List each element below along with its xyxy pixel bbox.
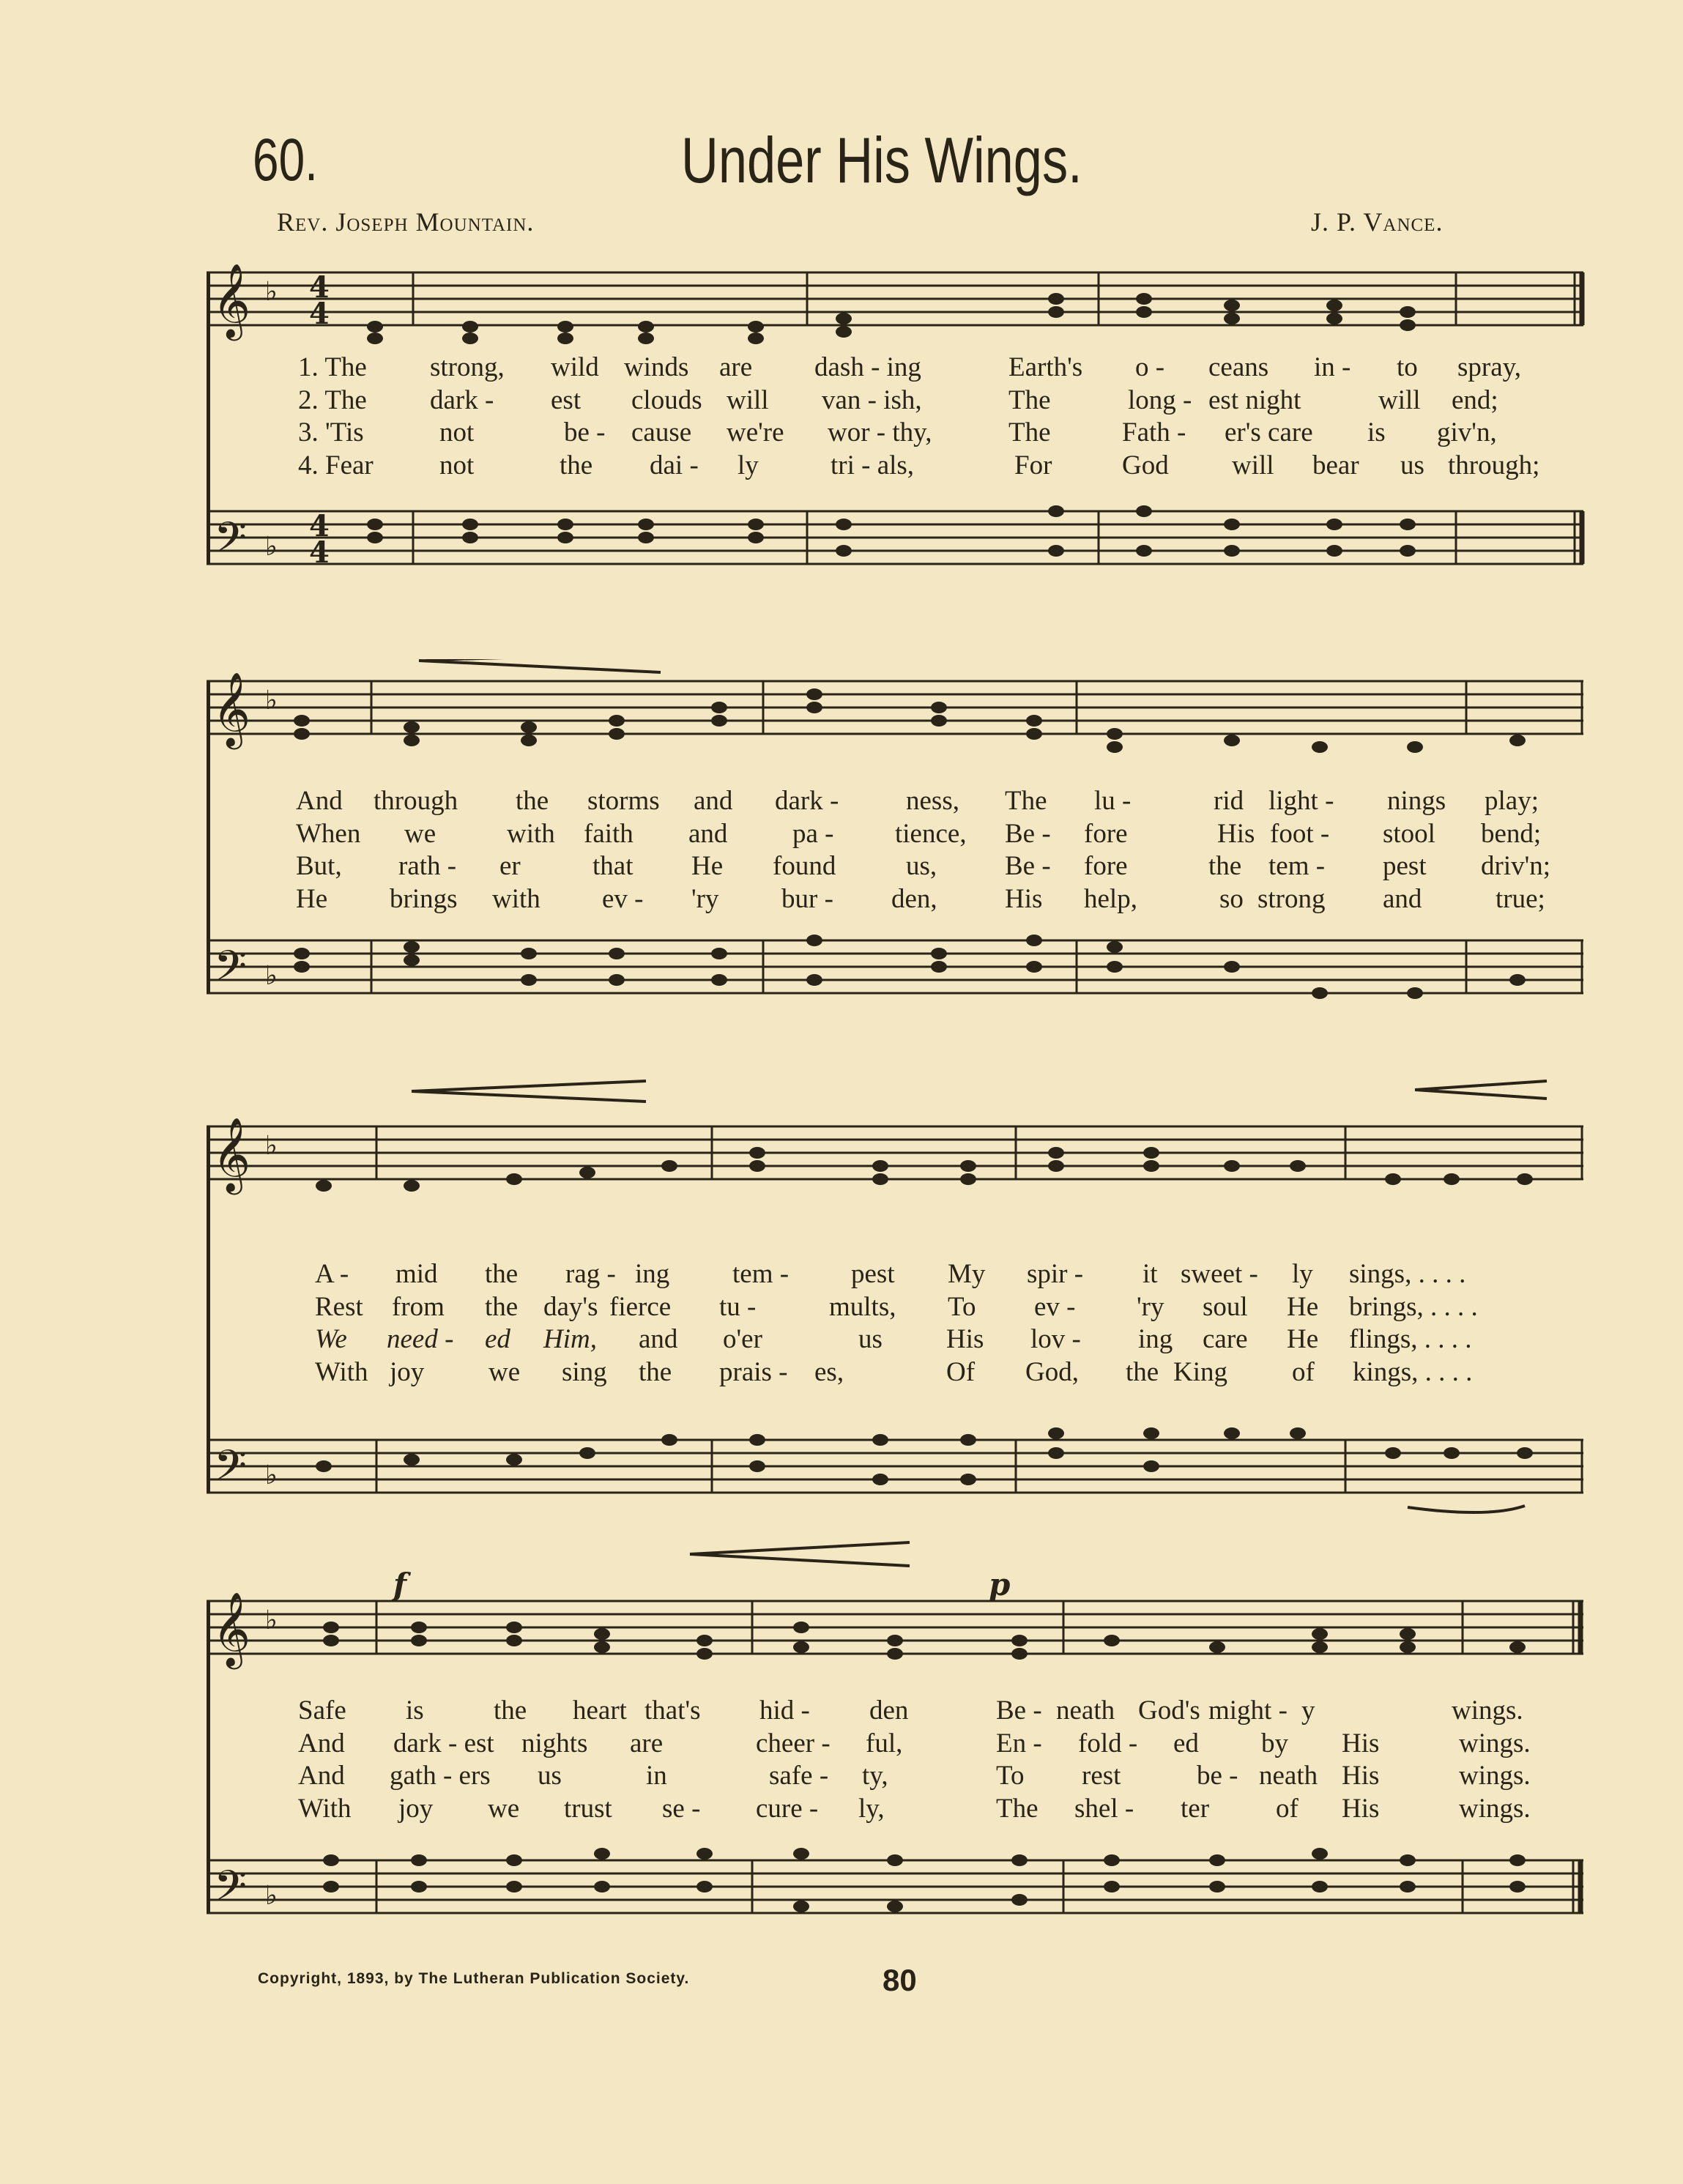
svg-text:𝄞: 𝄞 (212, 1116, 251, 1192)
lyric-syllable: not (439, 450, 475, 480)
lyric-syllable: through (374, 786, 458, 816)
lyric-syllable: is (406, 1695, 424, 1726)
lyric-syllable: brings, . . . . (1349, 1291, 1478, 1322)
verse-line (207, 1356, 1587, 1389)
lyric-syllable: to (1397, 352, 1418, 382)
lyric-syllable: are (630, 1728, 664, 1758)
lyric-syllable: tu - (719, 1291, 757, 1322)
lyric-syllable: er's care (1225, 417, 1313, 447)
lyric-syllable: we (488, 1793, 520, 1824)
svg-text:𝄢: 𝄢 (214, 513, 248, 573)
lyric-syllable: ter (1181, 1793, 1210, 1824)
lyric-syllable: the (516, 786, 549, 816)
lyric-syllable: foot - (1270, 818, 1330, 849)
lyric-syllable: With (298, 1793, 352, 1824)
lyric-syllable: ing (635, 1259, 670, 1289)
lyric-syllable: ceans (1208, 352, 1269, 382)
lyric-syllable: ev - (602, 883, 644, 914)
lyric-syllable: He (296, 883, 328, 914)
lyric-syllable: driv'n; (1481, 851, 1551, 881)
lyric-syllable: se - (662, 1793, 701, 1824)
page-number: 80 (883, 1963, 917, 1997)
lyric-syllable: dark - (775, 786, 839, 816)
lyric-syllable: And (296, 786, 343, 816)
lyric-syllable: giv'n, (1437, 417, 1497, 447)
lyric-syllable: 3. 'Tis (298, 417, 364, 447)
lyric-syllable: His (1342, 1793, 1380, 1824)
lyric-syllable: tem - (732, 1259, 790, 1289)
lyric-syllable: neath (1259, 1761, 1318, 1791)
lyric-syllable: winds (624, 352, 689, 382)
lyric-syllable: is (1367, 417, 1386, 447)
lyric-syllable: rest (1082, 1761, 1121, 1791)
lyric-syllable: dark - est (393, 1728, 494, 1758)
lyric-syllable: We (315, 1324, 347, 1354)
lyric-syllable: est night (1208, 385, 1301, 415)
svg-text:♭: ♭ (265, 961, 278, 991)
lyric-syllable: God, (1025, 1356, 1079, 1387)
lyrics-block-1 (207, 352, 1587, 482)
lyric-syllable: lov - (1030, 1324, 1081, 1354)
lyric-syllable: wor - thy, (828, 417, 932, 447)
lyric-syllable: will (727, 385, 769, 415)
lyric-syllable: might - (1208, 1695, 1288, 1726)
lyric-syllable: ness, (906, 786, 959, 816)
lyric-syllable: 2. The (298, 385, 367, 415)
dynamic-piano: p (989, 1567, 1011, 1602)
lyric-syllable: ly (1292, 1259, 1313, 1289)
lyric-syllable: will (1232, 450, 1274, 480)
lyric-syllable: He (1287, 1291, 1319, 1322)
svg-text:♭: ♭ (265, 1881, 278, 1911)
lyric-syllable: The (1008, 385, 1051, 415)
lyrics-block-3 (207, 1258, 1587, 1389)
lyric-syllable: we (404, 818, 436, 849)
lyric-syllable: faith (584, 818, 634, 849)
lyric-syllable: est (551, 385, 582, 415)
lyric-syllable: The (996, 1793, 1039, 1824)
verse-line (207, 1793, 1587, 1826)
lyric-syllable: mults, (829, 1291, 896, 1322)
lyric-syllable: heart (573, 1695, 627, 1726)
verse-line (207, 850, 1587, 883)
lyric-syllable: pa - (792, 818, 834, 849)
svg-text:4: 4 (309, 297, 330, 331)
lyric-syllable: A - (315, 1259, 349, 1289)
lyric-syllable: fierce (609, 1291, 672, 1322)
lyric-syllable: shel - (1074, 1793, 1134, 1824)
lyric-syllable: y (1301, 1695, 1315, 1726)
lyric-syllable: King (1173, 1356, 1227, 1387)
copyright-notice: Copyright, 1893, by The Lutheran Publication Society. (258, 1970, 690, 1987)
lyric-syllable: tri - als, (831, 450, 915, 480)
lyric-syllable: nights (521, 1728, 588, 1758)
svg-text:♭: ♭ (265, 686, 278, 716)
svg-text:𝄞: 𝄞 (212, 262, 251, 338)
svg-text:♭: ♭ (265, 1460, 278, 1490)
lyric-syllable: play; (1485, 786, 1539, 816)
lyric-syllable: kings, . . . . (1353, 1356, 1473, 1387)
lyric-syllable: the (485, 1291, 519, 1322)
lyric-syllable: hid - (759, 1695, 810, 1726)
lyric-syllable: And (298, 1728, 345, 1758)
lyric-syllable: rid (1214, 786, 1244, 816)
verse-line (207, 785, 1587, 818)
lyric-syllable: be - (1197, 1761, 1238, 1791)
music-system-4 (207, 1537, 1587, 1947)
lyric-syllable: that's (644, 1695, 701, 1726)
lyric-syllable: His (1342, 1728, 1380, 1758)
music-system-1 (207, 249, 1587, 615)
lyric-syllable: fold - (1078, 1728, 1138, 1758)
composer-credit: J. P. Vance. (1311, 207, 1444, 237)
lyric-syllable: joy (398, 1793, 434, 1824)
lyric-syllable: sing (562, 1356, 607, 1387)
lyric-syllable: 'ry (691, 883, 719, 914)
lyric-syllable: pest (851, 1259, 895, 1289)
lyric-syllable: flings, . . . . (1349, 1324, 1472, 1354)
verse-line (207, 1695, 1587, 1728)
lyric-syllable: with (492, 883, 540, 914)
lyric-syllable: strong (1257, 883, 1326, 914)
lyric-syllable: The (1005, 786, 1047, 816)
lyric-syllable: wings. (1459, 1793, 1531, 1824)
lyric-syllable: En - (996, 1728, 1042, 1758)
svg-text:♭: ♭ (265, 277, 278, 307)
lyric-syllable: gath - ers (390, 1761, 491, 1791)
lyric-syllable: God (1122, 450, 1169, 480)
lyric-syllable: we're (727, 417, 784, 447)
lyric-syllable: ly (738, 450, 759, 480)
lyric-syllable: His (1005, 883, 1043, 914)
lyric-syllable: are (719, 352, 753, 382)
lyric-syllable: fore (1084, 851, 1128, 881)
lyric-syllable: us (1400, 450, 1424, 480)
lyric-syllable: the (494, 1695, 527, 1726)
lyric-syllable: with (507, 818, 555, 849)
lyric-syllable: rath - (398, 851, 457, 881)
lyric-syllable: cure - (756, 1793, 819, 1824)
svg-text:𝄞: 𝄞 (212, 1591, 251, 1666)
lyric-syllable: that (592, 851, 634, 881)
lyric-syllable: ly, (858, 1793, 885, 1824)
lyric-syllable: need - (387, 1324, 454, 1354)
lyric-syllable: 'ry (1137, 1291, 1164, 1322)
lyric-syllable: end; (1452, 385, 1498, 415)
lyric-syllable: Him, (543, 1324, 597, 1354)
svg-text:♭: ♭ (265, 532, 278, 562)
lyric-syllable: wings. (1452, 1695, 1523, 1726)
lyric-syllable: Be - (1005, 818, 1051, 849)
lyric-syllable: ful, (866, 1728, 903, 1758)
lyrics-block-4 (207, 1695, 1587, 1825)
verse-line (207, 1728, 1587, 1761)
lyric-syllable: and (688, 818, 728, 849)
svg-text:𝄢: 𝄢 (214, 941, 248, 1001)
lyric-syllable: Be - (1005, 851, 1051, 881)
lyric-syllable: safe - (769, 1761, 829, 1791)
lyric-syllable: in (646, 1761, 667, 1791)
lyric-syllable: 4. Fear (298, 450, 374, 480)
lyric-syllable: dark - (430, 385, 494, 415)
lyric-syllable: neath (1056, 1695, 1115, 1726)
lyric-syllable: To (996, 1761, 1025, 1791)
lyric-syllable: of (1292, 1356, 1315, 1387)
lyric-syllable: bear (1312, 450, 1359, 480)
lyric-syllable: cheer - (756, 1728, 831, 1758)
lyric-syllable: us, (906, 851, 937, 881)
lyric-syllable: strong, (430, 352, 505, 382)
lyric-syllable: help, (1084, 883, 1137, 914)
lyric-syllable: light - (1268, 786, 1334, 816)
lyric-syllable: trust (564, 1793, 612, 1824)
lyric-syllable: Be - (996, 1695, 1042, 1726)
lyric-syllable: we (488, 1356, 521, 1387)
lyric-syllable: from (392, 1291, 445, 1322)
lyric-syllable: joy (390, 1356, 425, 1387)
lyric-syllable: mid (395, 1259, 438, 1289)
lyric-syllable: For (1014, 450, 1052, 480)
lyric-syllable: in - (1314, 352, 1351, 382)
svg-text:4: 4 (309, 509, 330, 543)
lyric-syllable: His (1342, 1761, 1380, 1791)
lyric-syllable: Fath - (1122, 417, 1186, 447)
lyric-syllable: true; (1496, 883, 1545, 914)
lyric-syllable: stool (1383, 818, 1435, 849)
lyric-syllable: soul (1203, 1291, 1248, 1322)
lyric-syllable: will (1378, 385, 1421, 415)
verse-line (207, 1323, 1587, 1356)
verse-line (207, 818, 1587, 851)
lyric-syllable: long - (1128, 385, 1192, 415)
hymn-title: Under His Wings. (681, 124, 1082, 196)
lyric-syllable: clouds (631, 385, 702, 415)
lyric-syllable: lu - (1094, 786, 1132, 816)
lyric-syllable: ev - (1034, 1291, 1076, 1322)
lyric-syllable: er (499, 851, 521, 881)
svg-text:4: 4 (309, 270, 330, 305)
lyric-syllable: His (946, 1324, 984, 1354)
lyric-syllable: the (560, 450, 593, 480)
lyric-syllable: Earth's (1008, 352, 1083, 382)
lyric-syllable: not (439, 417, 475, 447)
lyric-syllable: He (1287, 1324, 1319, 1354)
verse-line (207, 1291, 1587, 1324)
lyric-syllable: My (948, 1259, 986, 1289)
lyric-syllable: cause (631, 417, 692, 447)
verse-line (207, 1258, 1587, 1291)
lyric-syllable: the (485, 1259, 519, 1289)
svg-text:♭: ♭ (265, 1131, 278, 1161)
lyric-syllable: of (1276, 1793, 1299, 1824)
lyric-syllable: To (948, 1291, 976, 1322)
verse-line (207, 417, 1587, 450)
lyric-syllable: day's (543, 1291, 598, 1322)
lyric-syllable: tience, (895, 818, 967, 849)
verse-line (207, 352, 1587, 385)
lyric-syllable: be - (564, 417, 606, 447)
lyric-syllable: and (1383, 883, 1422, 914)
lyric-syllable: storms (587, 786, 660, 816)
lyric-syllable: 1. The (298, 352, 367, 382)
lyric-syllable: the (1126, 1356, 1159, 1387)
lyric-syllable: When (296, 818, 361, 849)
lyric-syllable: His (1217, 818, 1255, 849)
lyric-syllable: ing (1138, 1324, 1173, 1354)
lyric-syllable: us (858, 1324, 883, 1354)
lyric-syllable: bur - (781, 883, 833, 914)
lyric-syllable: through; (1448, 450, 1540, 480)
music-system-3 (207, 1075, 1587, 1515)
lyric-syllable: found (773, 851, 836, 881)
lyric-syllable: He (691, 851, 724, 881)
lyric-syllable: ed (1173, 1728, 1199, 1758)
lyric-syllable: and (639, 1324, 678, 1354)
svg-text:𝄢: 𝄢 (214, 1441, 248, 1501)
lyric-syllable: and (694, 786, 733, 816)
lyric-syllable: The (1008, 417, 1051, 447)
lyric-syllable: van - ish, (822, 385, 922, 415)
lyric-syllable: it (1143, 1259, 1158, 1289)
lyric-syllable: fore (1084, 818, 1128, 849)
lyric-syllable: prais - (719, 1356, 788, 1387)
lyric-syllable: And (298, 1761, 345, 1791)
lyric-syllable: sings, . . . . (1349, 1259, 1466, 1289)
lyric-syllable: dai - (650, 450, 699, 480)
music-system-2 (207, 659, 1587, 1040)
lyric-syllable: den (869, 1695, 909, 1726)
lyric-syllable: by (1261, 1728, 1288, 1758)
lyric-syllable: sweet - (1181, 1259, 1258, 1289)
lyric-syllable: ed (485, 1324, 510, 1354)
lyric-syllable: o - (1135, 352, 1165, 382)
svg-text:4: 4 (309, 535, 330, 570)
lyric-syllable: so (1219, 883, 1244, 914)
verse-line (207, 883, 1587, 916)
lyric-syllable: God's (1138, 1695, 1200, 1726)
lyric-syllable: ty, (862, 1761, 888, 1791)
lyric-syllable: den, (891, 883, 937, 914)
lyric-syllable: Safe (298, 1695, 346, 1726)
svg-text:𝄞: 𝄞 (212, 671, 251, 746)
lyric-syllable: Of (946, 1356, 976, 1387)
hymn-number: 60. (253, 127, 318, 193)
lyric-syllable: But, (296, 851, 342, 881)
verse-line (207, 385, 1587, 417)
verse-line (207, 450, 1587, 483)
lyric-syllable: Rest (315, 1291, 363, 1322)
lyric-syllable: us (538, 1761, 562, 1791)
lyrics-block-2 (207, 785, 1587, 915)
verse-line (207, 1760, 1587, 1793)
lyric-syllable: wild (551, 352, 599, 382)
lyric-syllable: care (1203, 1324, 1248, 1354)
lyric-syllable: bend; (1481, 818, 1542, 849)
lyric-syllable: dash - ing (814, 352, 921, 382)
lyric-syllable: brings (390, 883, 458, 914)
lyric-syllable: wings. (1459, 1728, 1531, 1758)
svg-text:♭: ♭ (265, 1605, 278, 1635)
lyric-syllable: es, (814, 1356, 844, 1387)
lyric-syllable: spir - (1027, 1259, 1084, 1289)
lyric-syllable: rag - (565, 1259, 616, 1289)
dynamic-forte: f (393, 1567, 407, 1602)
lyric-syllable: pest (1383, 851, 1427, 881)
lyric-syllable: spray, (1457, 352, 1521, 382)
lyric-syllable: the (639, 1356, 672, 1387)
lyric-syllable: wings. (1459, 1761, 1531, 1791)
lyric-syllable: nings (1387, 786, 1446, 816)
svg-text:𝄢: 𝄢 (214, 1861, 248, 1921)
lyric-syllable: tem - (1268, 851, 1326, 881)
lyric-syllable: With (315, 1356, 368, 1387)
author-credit: Rev. Joseph Mountain. (277, 207, 535, 237)
lyric-syllable: the (1208, 851, 1242, 881)
lyric-syllable: o'er (723, 1324, 762, 1354)
